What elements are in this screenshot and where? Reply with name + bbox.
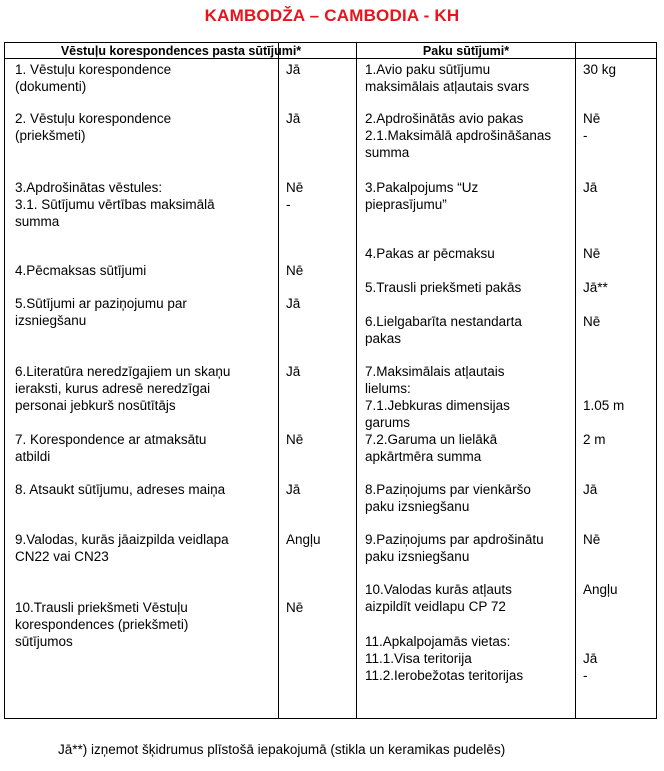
row-label-line: garums: [365, 415, 411, 430]
row-value-line: Jā: [286, 364, 301, 379]
right-column-header: Paku sūtījumi*: [422, 44, 510, 58]
row-label-line: 11.Apkalpojamās vietas:: [365, 634, 511, 649]
right-row-value: [583, 531, 600, 548]
column-divider: [278, 43, 279, 718]
left-row-value: [286, 363, 300, 380]
row-label-line: 3.Apdrošinātas vēstules:: [15, 180, 163, 195]
left-row-label: [15, 295, 270, 329]
right-row-label: [365, 633, 575, 684]
left-row-label: [15, 481, 270, 498]
row-label-line: 2.Apdrošinātās avio pakas: [365, 111, 524, 126]
row-label-line: aizpildīt veidlapu CP 72: [365, 599, 506, 614]
footnote: Jā**) izņemot šķidrumus plīstošā iepakojumā (stikla un keramikas pudelēs): [58, 742, 506, 757]
row-label-line: CN22 vai CN23: [15, 549, 109, 564]
right-row-label: [365, 481, 575, 515]
page-title: KAMBODŽA – CAMBODIA - KH: [204, 6, 460, 25]
services-table: [4, 42, 657, 719]
right-row-value: [583, 481, 597, 498]
row-value-line: Jā**: [583, 280, 608, 295]
row-label-line: 9.Paziņojums par apdrošinātu: [365, 532, 544, 547]
column-divider: [356, 43, 357, 718]
row-value-line: Jā: [583, 482, 598, 497]
row-label-line: korespondences (priekšmeti): [15, 617, 189, 632]
left-row-value: [286, 110, 300, 127]
row-value-line: Jā: [583, 180, 598, 195]
row-value-line: -: [583, 128, 588, 143]
row-label-line: maksimālais atļautais svars: [365, 79, 530, 94]
right-row-label: [365, 110, 575, 161]
left-row-value: [286, 179, 303, 213]
row-label-line: lielums:: [365, 381, 411, 396]
row-value-line: Nē: [583, 532, 601, 547]
row-label-line: 3.Pakalpojums “Uz: [365, 180, 479, 195]
right-row-label: [365, 313, 575, 347]
row-value-line: Nē: [286, 180, 304, 195]
left-row-label: [15, 262, 270, 279]
row-label-line: summa: [365, 145, 410, 160]
left-row-value: [286, 262, 303, 279]
row-label-line: 8.Paziņojums par vienkāršo: [365, 482, 531, 497]
row-label-line: personai jebkurš nosūtītājs: [15, 398, 176, 413]
row-value-line: 1.05 m: [583, 398, 625, 413]
left-row-value: [286, 599, 303, 616]
row-value-line: Nē: [286, 600, 304, 615]
right-row-label: [365, 61, 575, 95]
left-row-label: [15, 531, 270, 565]
row-label-line: summa: [15, 214, 60, 229]
right-row-value: [583, 179, 597, 196]
row-value-line: 30 kg: [583, 62, 617, 77]
row-label-line: 8. Atsaukt sūtījumu, adreses maiņa: [15, 482, 226, 497]
row-label-line: 7.1.Jebkuras dimensijas: [365, 398, 510, 413]
left-row-value: [286, 481, 300, 498]
row-value-line: Nē: [583, 246, 601, 261]
row-label-line: 10.Valodas kurās atļauts: [365, 582, 512, 597]
right-row-value: [583, 279, 608, 296]
left-row-label: [15, 431, 270, 465]
row-value-line: -: [583, 668, 588, 683]
row-value-line: Nē: [286, 263, 304, 278]
row-label-line: 4.Pakas ar pēcmaksu: [365, 246, 495, 261]
row-label-line: 9.Valodas, kurās jāaizpilda veidlapa: [15, 532, 229, 547]
right-row-value: [583, 581, 618, 598]
row-label-line: 11.2.Ierobežotas teritorijas: [365, 668, 524, 683]
left-row-value: [286, 431, 303, 448]
row-label-line: pieprasījumu”: [365, 197, 447, 212]
row-value-line: Jā: [286, 62, 301, 77]
row-label-line: ieraksti, kurus adresē neredzīgai: [15, 381, 211, 396]
row-label-line: 10.Trausli priekšmeti Vēstuļu: [15, 600, 188, 615]
left-row-label: [15, 363, 270, 414]
right-row-value: [583, 110, 600, 144]
row-value-line: [583, 363, 624, 380]
row-label-line: apkārtmēra summa: [365, 449, 482, 464]
row-value-line: [583, 380, 624, 397]
row-label-line: izsniegšanu: [15, 313, 87, 328]
row-label-line: 5.Trausli priekšmeti pakās: [365, 280, 522, 295]
row-label-line: 7.2.Garuma un lielākā: [365, 432, 498, 447]
row-label-line: atbildi: [15, 449, 51, 464]
row-label-line: 4.Pēcmaksas sūtījumi: [15, 263, 147, 278]
row-label-line: 2. Vēstuļu korespondence: [15, 111, 172, 126]
left-row-label: [15, 599, 270, 650]
right-row-value: [583, 245, 600, 262]
right-row-label: [365, 245, 575, 262]
left-column-header: Vēstuļu korespondences pasta sūtījumi*: [60, 44, 302, 58]
row-label-line: 5.Sūtījumi ar paziņojumu par: [15, 296, 187, 311]
right-row-label: [365, 279, 575, 296]
row-value-line: Jā: [286, 482, 301, 497]
row-label-line: (priekšmeti): [15, 128, 86, 143]
right-row-label: [365, 179, 575, 213]
row-label-line: 2.1.Maksimālā apdrošināšanas: [365, 128, 552, 143]
row-label-line: 7.Maksimālais atļautais: [365, 364, 505, 379]
row-value-line: Nē: [286, 432, 304, 447]
row-label-line: 1. Vēstuļu korespondence: [15, 62, 172, 77]
row-value-line: Angļu: [583, 582, 618, 597]
row-label-line: 11.1.Visa teritorija: [365, 651, 472, 666]
row-label-line: paku izsniegšanu: [365, 549, 470, 564]
row-label-line: paku izsniegšanu: [365, 499, 470, 514]
right-row-value: [583, 313, 600, 330]
row-value-line: -: [286, 197, 291, 212]
right-row-value: [583, 61, 616, 78]
row-label-line: 7. Korespondence ar atmaksātu: [15, 432, 207, 447]
right-row-value: [583, 363, 624, 448]
header-divider: [5, 58, 656, 59]
row-value-line: Jā: [286, 296, 301, 311]
row-value-line: Jā: [286, 111, 301, 126]
row-value-line: Jā: [583, 651, 598, 666]
right-row-label: [365, 363, 575, 465]
row-value-line: Angļu: [286, 532, 321, 547]
row-label-line: sūtījumos: [15, 634, 73, 649]
row-label-line: 1.Avio paku sūtījumu: [365, 62, 491, 77]
row-label-line: (dokumenti): [15, 79, 87, 94]
left-row-label: [15, 179, 270, 230]
column-divider: [575, 43, 576, 718]
row-label-line: 3.1. Sūtījumu vērtības maksimālā: [15, 197, 215, 212]
row-label-line: pakas: [365, 331, 402, 346]
left-row-label: [15, 110, 270, 144]
row-value-line: Nē: [583, 111, 601, 126]
left-row-value: [286, 61, 300, 78]
row-value-line: Nē: [583, 314, 601, 329]
row-label-line: 6.Literatūra neredzīgajiem un skaņu: [15, 364, 231, 379]
left-row-label: [15, 61, 270, 95]
row-label-line: 6.Lielgabarīta nestandarta: [365, 314, 522, 329]
row-value-line: 2 m: [583, 432, 606, 447]
left-row-value: [286, 531, 321, 548]
right-row-value: [583, 633, 597, 684]
row-value-line: [583, 633, 597, 650]
right-row-label: [365, 531, 575, 565]
right-row-label: [365, 581, 575, 615]
row-value-line: [583, 414, 624, 431]
left-row-value: [286, 295, 300, 312]
